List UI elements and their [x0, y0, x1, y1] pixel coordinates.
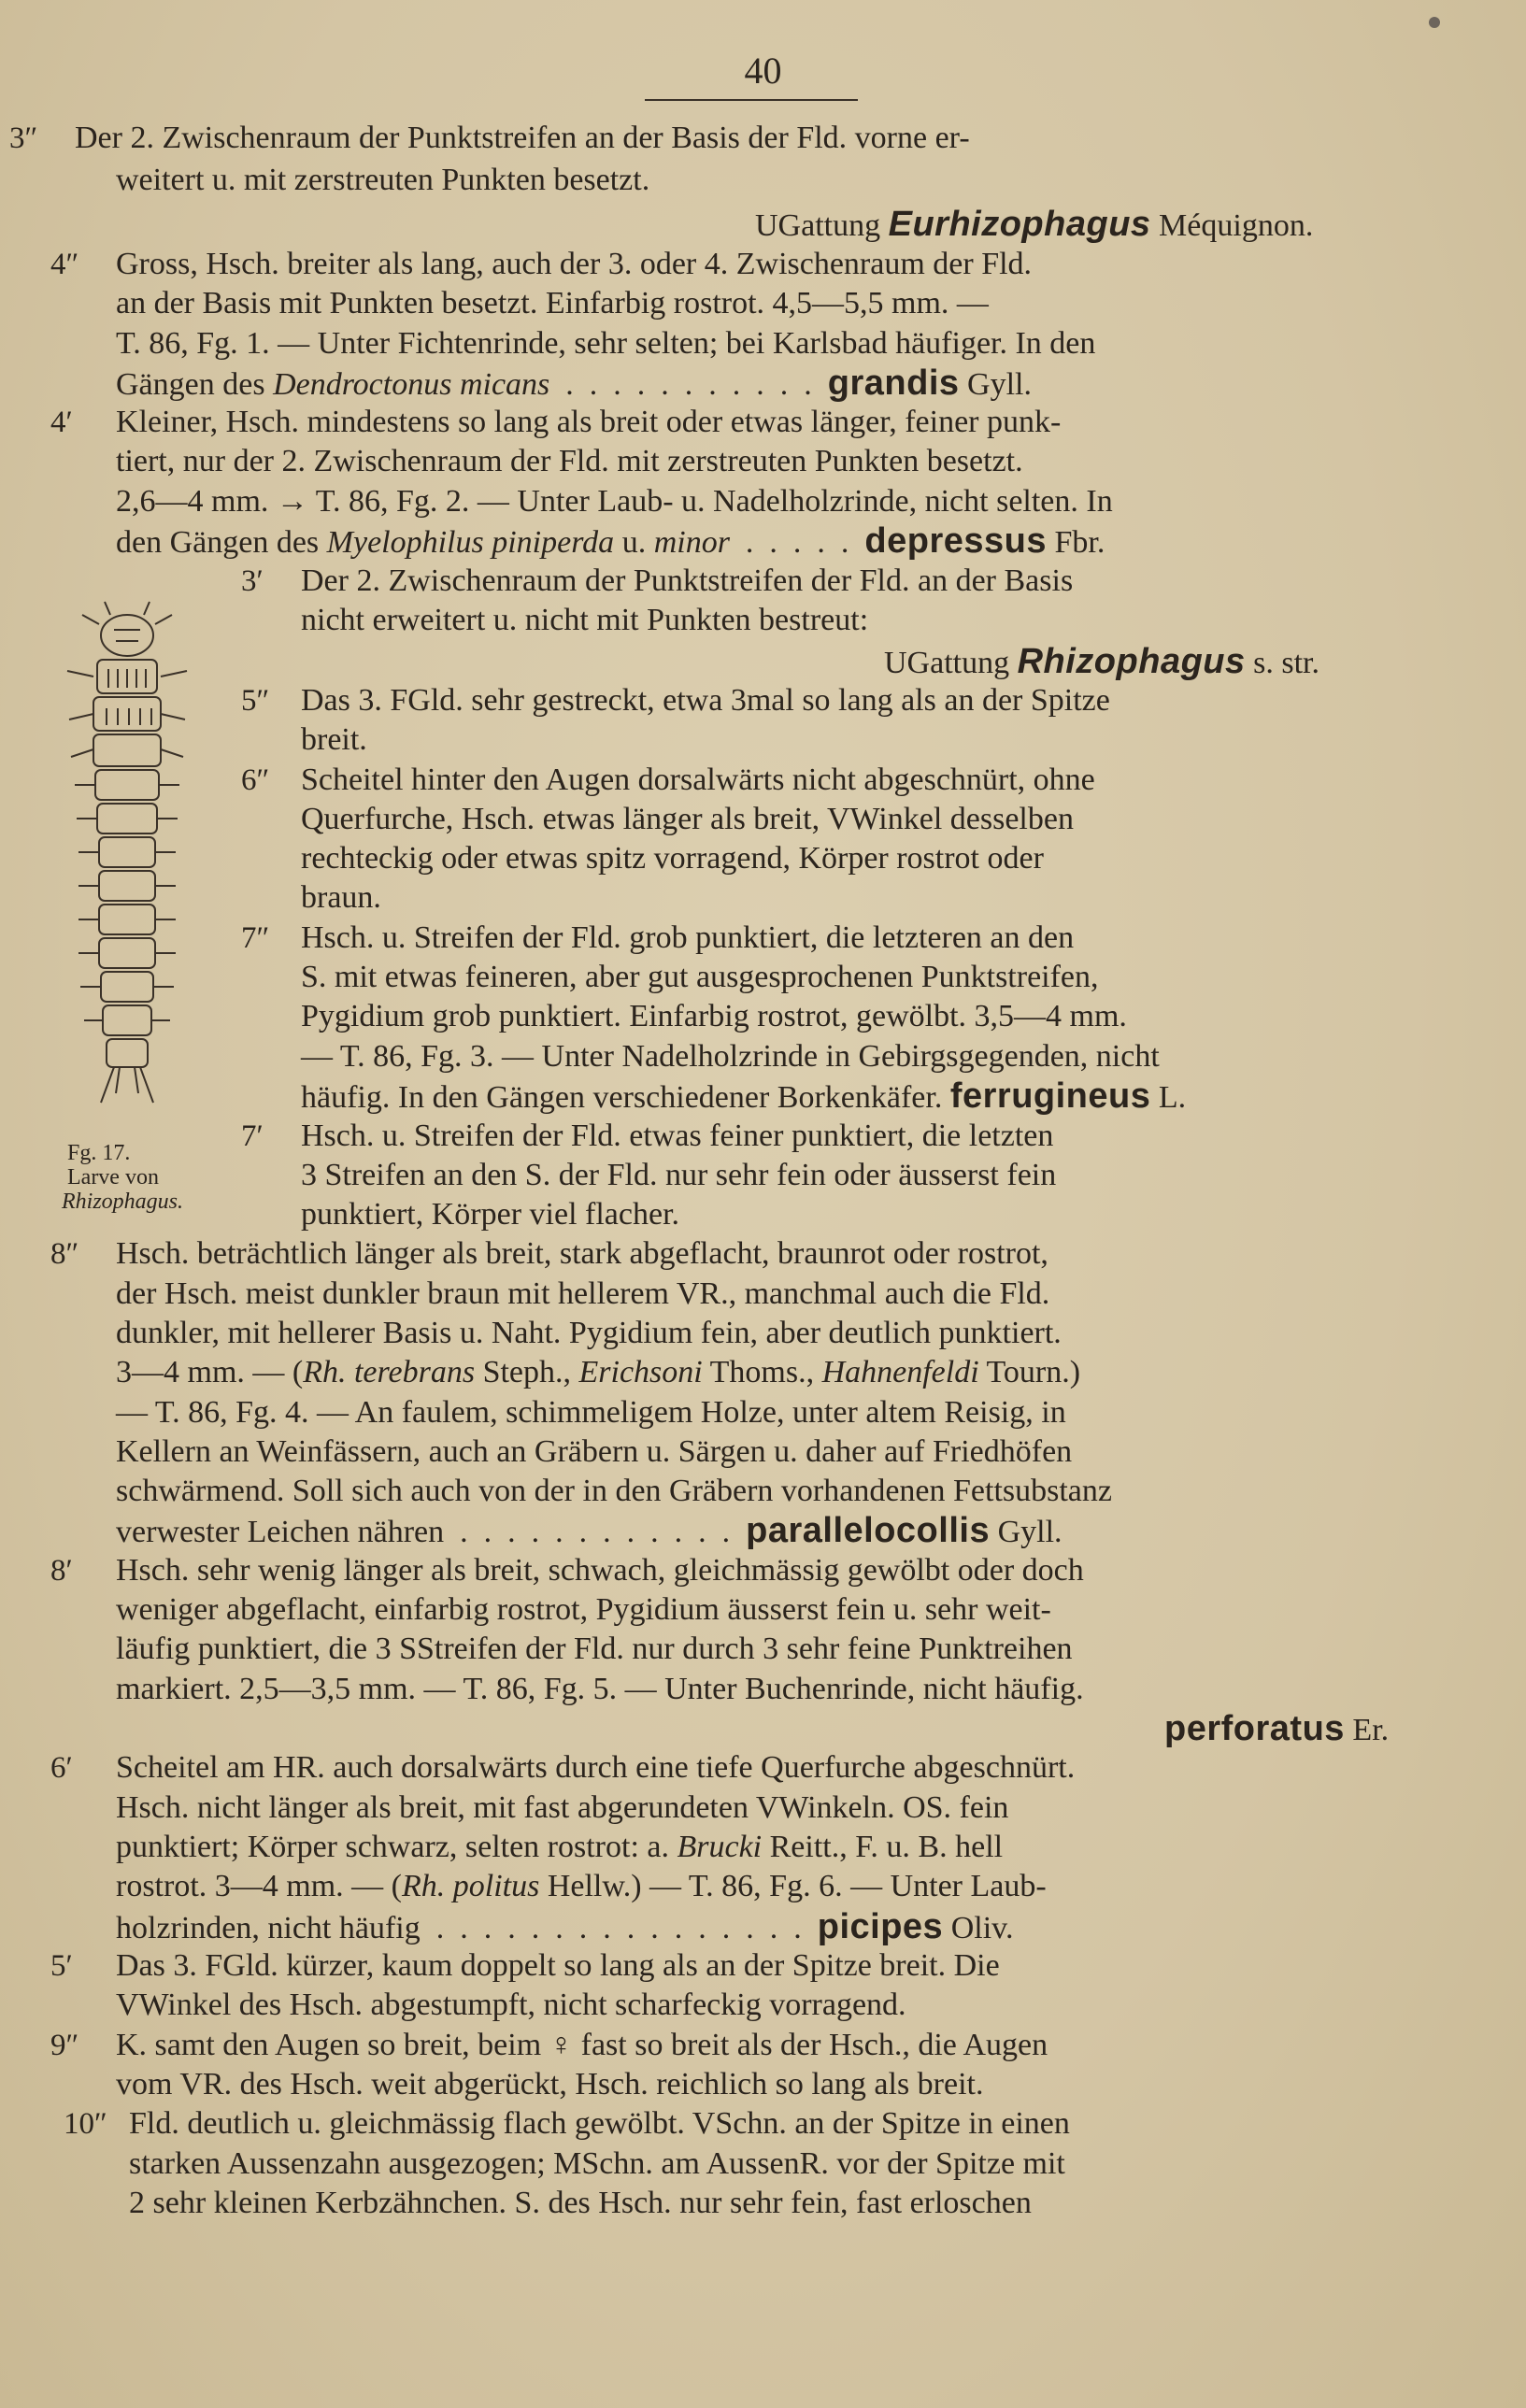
- text-run: u.: [614, 525, 654, 560]
- text-line: [0, 1630, 1526, 1669]
- text-line: [0, 1907, 1526, 1946]
- text-line: [0, 205, 1526, 244]
- text-run: Hsch. beträchtlich länger als breit, stark abgeflacht, braunrot oder rostrot,: [116, 1236, 1048, 1271]
- text-run: . . . . .: [729, 525, 865, 560]
- text-line: [0, 1986, 1526, 2025]
- text-line: [0, 1195, 1526, 1234]
- text-line: [0, 1314, 1526, 1353]
- text-run: Hsch. u. Streifen der Fld. etwas feiner punktiert, die letzten: [301, 1119, 1054, 1153]
- line-text: [116, 245, 1032, 284]
- text-run: Hsch. sehr wenig länger als breit, schwach, gleichmässig gewölbt oder doch: [116, 1553, 1084, 1588]
- species-name: picipes: [817, 1907, 944, 1946]
- text-run: braun.: [301, 880, 381, 915]
- line-text: [116, 284, 989, 323]
- text-run: VWinkel des Hsch. abgestumpft, nicht scharfeckig vorragend.: [116, 1988, 906, 2022]
- text-run: punktiert; Körper schwarz, selten rostrot: a.: [116, 1830, 677, 1864]
- line-text: [301, 1195, 679, 1234]
- line-text: [116, 1234, 1048, 1274]
- text-run: Kellern an Weinfässern, auch an Gräbern u. Särgen u. daher auf Friedhöfen: [116, 1434, 1073, 1469]
- text-run: weniger abgeflacht, einfarbig rostrot, Pygidium äusserst fein u. sehr weit-: [116, 1592, 1051, 1627]
- italic-text: Rh. politus: [401, 1869, 540, 1903]
- line-text: [116, 324, 1095, 363]
- text-run: s. str.: [1245, 646, 1319, 680]
- italic-text: Myelophilus piniperda: [326, 525, 615, 560]
- text-line: [0, 1432, 1526, 1472]
- text-line: [0, 1117, 1526, 1156]
- figure-caption-line2: Rhizophagus.: [62, 1190, 184, 1214]
- line-text: [884, 642, 1319, 683]
- text-run: Méquignon.: [1150, 208, 1314, 243]
- text-run: punktiert, Körper viel flacher.: [301, 1197, 680, 1232]
- species-name: perforatus: [1164, 1709, 1345, 1748]
- line-text: [301, 1037, 1160, 1076]
- text-line: [0, 1353, 1526, 1392]
- text-line: [0, 2184, 1526, 2223]
- species-name: grandis: [827, 363, 960, 403]
- text-line: [0, 1275, 1526, 1314]
- line-text: [116, 1472, 1112, 1511]
- key-number: 5″: [241, 684, 270, 718]
- text-run: Das 3. FGld. sehr gestreckt, etwa 3mal so lang als an der Spitze: [301, 683, 1110, 718]
- line-text: [755, 205, 1313, 246]
- species-name: ferrugineus: [949, 1076, 1151, 1116]
- line-text: [116, 2065, 984, 2104]
- text-run: 2,6—4 mm. → T. 86, Fg. 2. — Unter Laub- u. Nadelholzrinde, nicht selten. In: [116, 484, 1113, 519]
- italic-text: minor: [653, 525, 730, 560]
- text-line: [0, 761, 1526, 800]
- text-line: [0, 681, 1526, 720]
- text-line: [0, 363, 1526, 403]
- text-line: [0, 1590, 1526, 1630]
- line-text: [116, 1986, 906, 2025]
- line-text: [301, 601, 868, 640]
- line-text: [116, 2026, 1048, 2065]
- line-text: [301, 720, 367, 760]
- text-line: [0, 2104, 1526, 2144]
- text-line: [0, 1156, 1526, 1195]
- text-line: [0, 403, 1526, 442]
- text-line: [0, 839, 1526, 878]
- line-text: [116, 1907, 1013, 1948]
- text-line: [0, 878, 1526, 918]
- text-run: schwärmend. Soll sich auch von der in den Gräbern vorhandenen Fettsubstanz: [116, 1474, 1112, 1508]
- text-run: 2 sehr kleinen Kerbzähnchen. S. des Hsch. nur sehr fein, fast erloschen: [129, 2186, 1032, 2220]
- text-run: Querfurche, Hsch. etwas länger als breit, VWinkel desselben: [301, 802, 1074, 836]
- line-text: [75, 119, 970, 158]
- key-number: 7′: [241, 1119, 264, 1153]
- ink-spot: [1429, 17, 1440, 28]
- text-run: Der 2. Zwischenraum der Punktstreifen der Fld. an der Basis: [301, 563, 1074, 598]
- text-line: [0, 562, 1526, 601]
- text-run: Steph.,: [475, 1355, 579, 1389]
- text-line: [0, 2026, 1526, 2065]
- text-run: der Hsch. meist dunkler braun mit hellerem VR., manchmal auch die Fld.: [116, 1276, 1050, 1311]
- key-number: 3′: [241, 564, 264, 598]
- line-text: [116, 1551, 1084, 1590]
- text-line: [0, 642, 1526, 681]
- key-number: 3″: [9, 121, 38, 155]
- text-line: [0, 997, 1526, 1036]
- italic-text: Rh. terebrans: [303, 1355, 476, 1389]
- text-run: rostrot. 3—4 mm. — (: [116, 1869, 402, 1903]
- text-run: Gyll.: [959, 367, 1032, 402]
- line-text: [116, 1353, 1080, 1392]
- text-run: läufig punktiert, die 3 SStreifen der Fld. nur durch 3 sehr feine Punktreihen: [116, 1631, 1073, 1666]
- text-line: [0, 245, 1526, 284]
- line-text: [116, 161, 649, 200]
- line-text: [116, 1828, 1003, 1867]
- text-run: breit.: [301, 722, 367, 757]
- text-line: [0, 1234, 1526, 1274]
- text-line: [0, 119, 1526, 158]
- genus-name: Rhizophagus: [1017, 642, 1246, 681]
- key-number: 6″: [241, 763, 270, 797]
- line-text: [301, 1156, 1056, 1195]
- line-text: [116, 1630, 1073, 1669]
- text-run: . . . . . . . . . . .: [549, 367, 828, 402]
- text-line: [0, 1511, 1526, 1550]
- key-number: 9″: [50, 2029, 79, 2062]
- text-run: verwester Leichen nähren . . . . . . . . . . . .: [116, 1515, 747, 1549]
- key-number: 8″: [50, 1237, 79, 1271]
- line-text: [301, 562, 1073, 601]
- text-run: starken Aussenzahn ausgezogen; MSchn. am AussenR. vor der Spitze mit: [129, 2146, 1065, 2181]
- text-run: 3—4 mm. — (: [116, 1355, 304, 1389]
- key-number: 6′: [50, 1751, 73, 1785]
- text-line: [0, 1788, 1526, 1828]
- italic-text: Erichsoni: [578, 1355, 703, 1389]
- line-text: [301, 761, 1095, 800]
- text-line: [0, 919, 1526, 958]
- text-run: dunkler, mit hellerer Basis u. Naht. Pygidium fein, aber deutlich punktiert.: [116, 1316, 1062, 1350]
- text-line: [0, 284, 1526, 323]
- text-line: [0, 1867, 1526, 1906]
- text-run: an der Basis mit Punkten besetzt. Einfarbig rostrot. 4,5—5,5 mm. —: [116, 286, 989, 321]
- text-run: K. samt den Augen so breit, beim ♀ fast so breit als der Hsch., die Augen: [116, 2028, 1048, 2062]
- text-run: Hellw.) — T. 86, Fg. 6. — Unter Laub-: [539, 1869, 1047, 1903]
- line-text: [301, 839, 1044, 878]
- text-run: Gross, Hsch. breiter als lang, auch der 3. oder 4. Zwischenraum der Fld.: [116, 247, 1033, 281]
- line-text: [116, 482, 1113, 521]
- line-text: [116, 1590, 1051, 1630]
- genus-name: Eurhizophagus: [888, 205, 1151, 244]
- line-text: [301, 681, 1110, 720]
- species-name: parallelocollis: [746, 1511, 991, 1550]
- text-run: — T. 86, Fg. 4. — An faulem, schimmeligem Holze, unter altem Reisig, in: [116, 1395, 1066, 1430]
- text-line: [0, 2144, 1526, 2184]
- line-text: [301, 1076, 1186, 1118]
- text-line: [0, 324, 1526, 363]
- line-text: [116, 363, 1032, 405]
- italic-text: Brucki: [677, 1830, 763, 1864]
- text-run: — T. 86, Fg. 3. — Unter Nadelholzrinde in Gebirgsgegenden, nicht: [301, 1039, 1160, 1074]
- text-run: Hsch. nicht länger als breit, mit fast abgerundeten VWinkeln. OS. fein: [116, 1790, 1009, 1825]
- key-number: 8′: [50, 1554, 73, 1588]
- text-run: Tourn.): [978, 1355, 1081, 1389]
- key-number: 7″: [241, 921, 270, 955]
- line-text: [116, 1511, 1062, 1552]
- key-number: 5′: [50, 1949, 73, 1983]
- line-text: [116, 1393, 1066, 1432]
- text-run: holzrinden, nicht häufig . . . . . . . . . . . . . . . .: [116, 1911, 818, 1945]
- line-text: [129, 2104, 1070, 2144]
- text-line: [0, 1709, 1526, 1748]
- text-run: Gyll.: [990, 1515, 1062, 1549]
- species-name: depressus: [864, 521, 1048, 561]
- text-line: [0, 800, 1526, 839]
- italic-text: Hahnenfeldi: [821, 1355, 979, 1389]
- key-number: 4′: [50, 406, 73, 439]
- text-line: [0, 1551, 1526, 1590]
- text-line: [0, 161, 1526, 200]
- text-run: markiert. 2,5—3,5 mm. — T. 86, Fg. 5. — Unter Buchenrinde, nicht häufig.: [116, 1672, 1084, 1706]
- italic-text: Dendroctonus micans: [273, 367, 550, 402]
- line-text: [116, 1788, 1008, 1828]
- text-run: tiert, nur der 2. Zwischenraum der Fld. mit zerstreuten Punkten besetzt.: [116, 444, 1023, 478]
- line-text: [116, 521, 1105, 563]
- text-line: [0, 958, 1526, 997]
- text-line: [0, 601, 1526, 640]
- text-run: S. mit etwas feineren, aber gut ausgesprochenen Punktstreifen,: [301, 960, 1099, 994]
- key-number: 4″: [50, 248, 79, 281]
- text-line: [0, 1037, 1526, 1076]
- text-run: Oliv.: [943, 1911, 1014, 1945]
- text-run: Fbr.: [1047, 525, 1105, 560]
- text-line: [0, 2065, 1526, 2104]
- text-run: nicht erweitert u. nicht mit Punkten bestreut:: [301, 603, 869, 637]
- text-line: [0, 1748, 1526, 1788]
- line-text: [116, 1275, 1049, 1314]
- line-text: [116, 1867, 1047, 1906]
- line-text: [1164, 1709, 1389, 1750]
- text-line: [0, 1076, 1526, 1116]
- line-text: [116, 1432, 1072, 1472]
- text-run: 3 Streifen an den S. der Fld. nur sehr fein oder äusserst fein: [301, 1158, 1057, 1192]
- page-number-rule: [645, 99, 858, 101]
- text-run: Hsch. u. Streifen der Fld. grob punktiert, die letzteren an den: [301, 920, 1075, 955]
- line-text: [301, 878, 381, 918]
- line-text: [301, 997, 1127, 1036]
- figure-label: Fg. 17.: [67, 1141, 131, 1165]
- line-text: [301, 958, 1099, 997]
- text-run: Gängen des: [116, 367, 274, 402]
- line-text: [301, 1117, 1053, 1156]
- text-line: [0, 482, 1526, 521]
- text-line: [0, 521, 1526, 561]
- text-run: Fld. deutlich u. gleichmässig flach gewölbt. VSchn. an der Spitze in einen: [129, 2106, 1070, 2141]
- line-text: [116, 1748, 1075, 1788]
- line-text: [129, 2144, 1065, 2184]
- text-line: [0, 1946, 1526, 1986]
- text-line: [0, 1670, 1526, 1709]
- text-line: [0, 442, 1526, 481]
- key-number: 10″: [64, 2107, 107, 2141]
- text-run: Pygidium grob punktiert. Einfarbig rostrot, gewölbt. 3,5—4 mm.: [301, 999, 1127, 1033]
- text-line: [0, 720, 1526, 760]
- text-run: häufig. In den Gängen verschiedener Borkenkäfer.: [301, 1080, 950, 1115]
- line-text: [116, 403, 1061, 442]
- figure-caption-line1: Larve von: [67, 1165, 159, 1190]
- text-run: Thoms.,: [702, 1355, 822, 1389]
- text-run: Er.: [1344, 1713, 1390, 1747]
- text-line: [0, 1393, 1526, 1432]
- text-run: UGattung: [884, 646, 1018, 680]
- text-run: Scheitel am HR. auch dorsalwärts durch eine tiefe Querfurche abgeschnürt.: [116, 1750, 1076, 1785]
- text-run: UGattung: [755, 208, 889, 243]
- text-run: Scheitel hinter den Augen dorsalwärts nicht abgeschnürt, ohne: [301, 762, 1095, 797]
- text-run: weitert u. mit zerstreuten Punkten besetzt.: [116, 163, 650, 197]
- text-run: L.: [1150, 1080, 1187, 1115]
- line-text: [116, 1670, 1084, 1709]
- text-run: Das 3. FGld. kürzer, kaum doppelt so lang als an der Spitze breit. Die: [116, 1948, 1000, 1983]
- line-text: [116, 1946, 1000, 1986]
- page-number: 40: [744, 50, 782, 92]
- text-run: Kleiner, Hsch. mindestens so lang als breit oder etwas länger, feiner punk-: [116, 405, 1062, 439]
- text-line: [0, 1472, 1526, 1511]
- line-text: [301, 800, 1074, 839]
- text-run: rechteckig oder etwas spitz vorragend, Körper rostrot oder: [301, 841, 1044, 876]
- line-text: [129, 2184, 1032, 2223]
- text-line: [0, 1828, 1526, 1867]
- line-text: [301, 919, 1074, 958]
- text-run: T. 86, Fg. 1. — Unter Fichtenrinde, sehr selten; bei Karlsbad häufiger. In den: [116, 326, 1096, 361]
- line-text: [116, 442, 1023, 481]
- text-run: Der 2. Zwischenraum der Punktstreifen an der Basis der Fld. vorne er-: [75, 121, 970, 155]
- text-run: Reitt., F. u. B. hell: [762, 1830, 1004, 1864]
- text-run: den Gängen des: [116, 525, 327, 560]
- text-run: vom VR. des Hsch. weit abgerückt, Hsch. reichlich so lang als breit.: [116, 2067, 984, 2102]
- line-text: [116, 1314, 1062, 1353]
